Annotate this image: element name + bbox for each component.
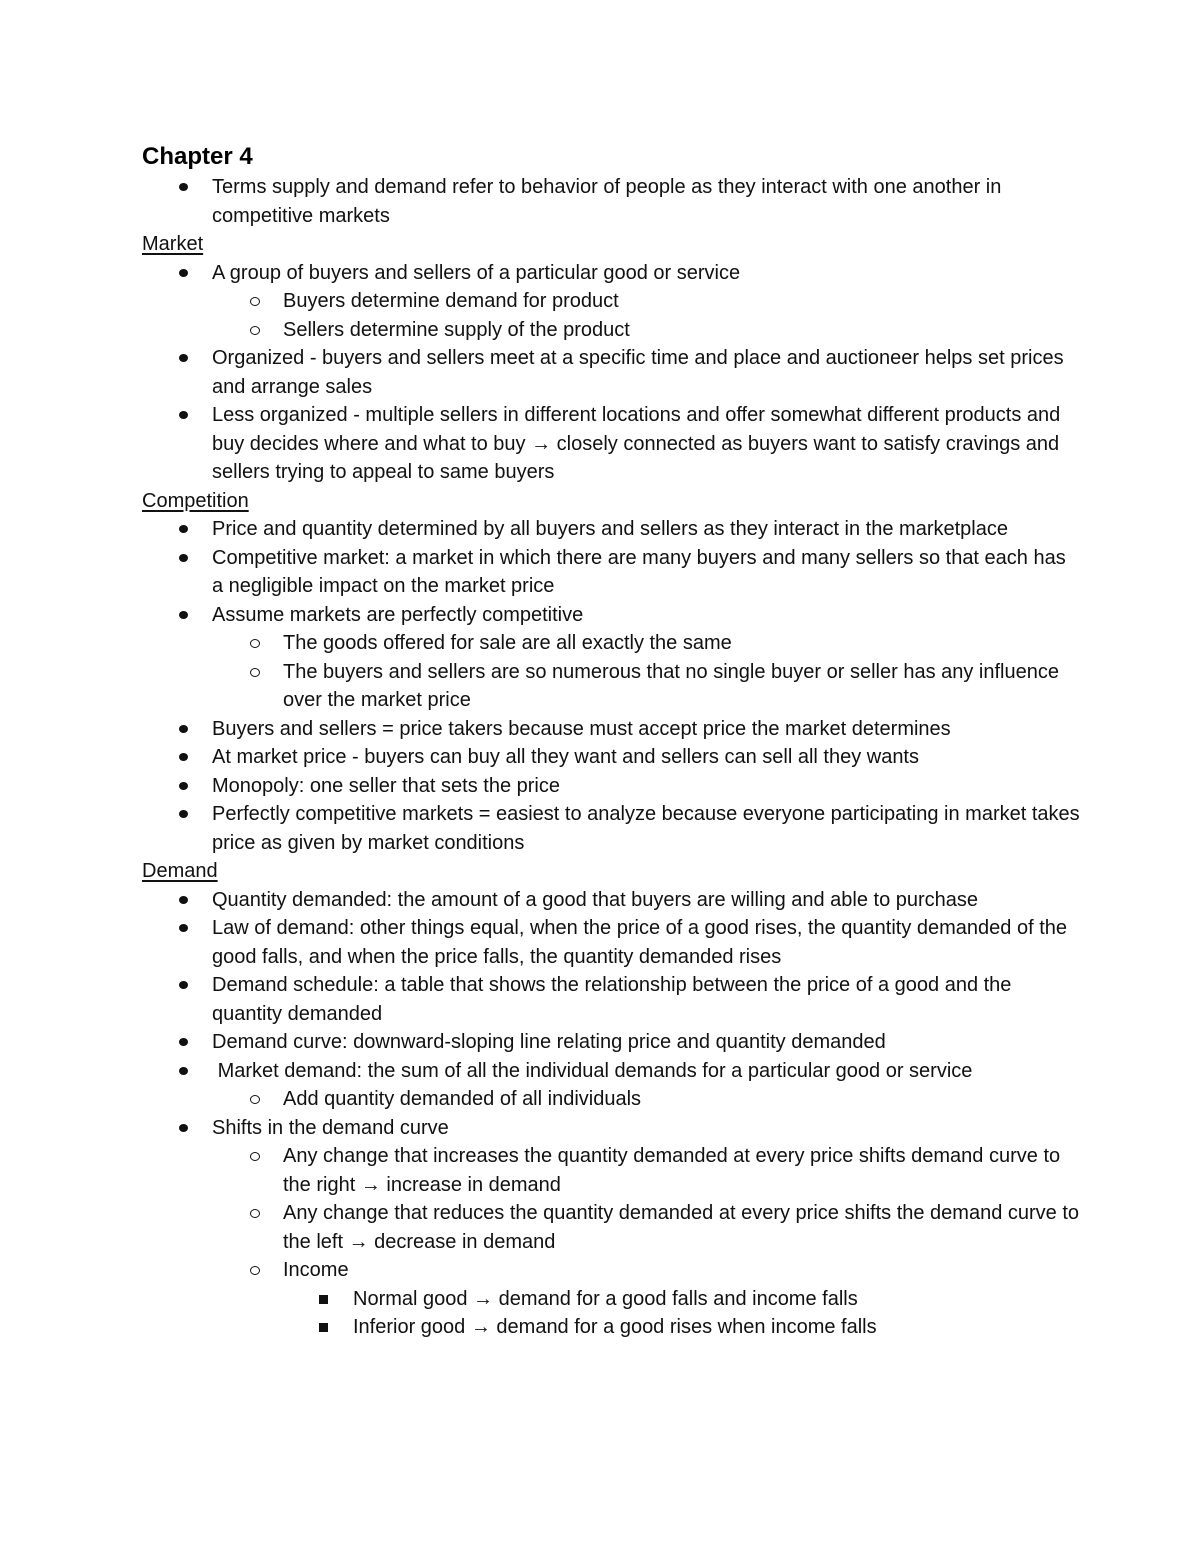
circle-bullet-icon bbox=[250, 1152, 260, 1161]
chapter-title: Chapter 4 bbox=[142, 143, 253, 170]
list-item-text: Any change that increases the quantity demanded at every price shifts demand curve to the right → increase in demand bbox=[283, 1145, 1061, 1196]
list-item-text: Buyers determine demand for product bbox=[283, 290, 619, 312]
bullet-icon bbox=[179, 896, 188, 904]
list-item-text: Inferior good → demand for a good rises when income falls bbox=[353, 1316, 877, 1338]
circle-bullet-icon bbox=[250, 639, 260, 648]
section-heading-demand: Demand bbox=[142, 860, 218, 882]
list-item bbox=[142, 629, 1082, 658]
list-item-text: Quantity demanded: the amount of a good that buyers are willing and able to purchase bbox=[212, 888, 979, 911]
list-item bbox=[142, 601, 1082, 630]
list-item-text: The goods offered for sale are all exactly the same bbox=[283, 632, 732, 654]
circle-bullet-icon bbox=[250, 1266, 260, 1275]
list-item bbox=[142, 1028, 1082, 1057]
list-item bbox=[142, 515, 1082, 544]
list-item-text: Assume markets are perfectly competitive bbox=[212, 603, 584, 626]
square-bullet-icon bbox=[319, 1295, 328, 1304]
list-item bbox=[142, 1114, 1082, 1143]
list-item bbox=[142, 344, 1082, 401]
circle-bullet-icon bbox=[250, 326, 260, 335]
section-heading-market: Market bbox=[142, 233, 204, 255]
list-item-text: Monopoly: one seller that sets the price bbox=[212, 774, 560, 797]
list-item-text: Terms supply and demand refer to behavior of people as they interact with one another in competitive markets bbox=[212, 176, 1002, 227]
list-item-text: Market demand: the sum of all the individual demands for a particular good or service bbox=[212, 1059, 973, 1082]
list-item-text: Demand curve: downward-sloping line relating price and quantity demanded bbox=[212, 1031, 886, 1053]
list-item bbox=[142, 1057, 1082, 1086]
square-bullet-icon bbox=[319, 1323, 328, 1332]
bullet-icon bbox=[179, 981, 188, 989]
list-item-text: Demand schedule: a table that shows the relationship between the price of a good and the quantity demanded bbox=[212, 974, 1012, 1025]
bullet-icon bbox=[179, 354, 188, 362]
list-item-text: Normal good → demand for a good falls and income falls bbox=[353, 1287, 858, 1310]
list-item-text: Any change that reduces the quantity demanded at every price shifts the demand curve to the left → decrease in demand bbox=[283, 1202, 1080, 1253]
list-item bbox=[142, 658, 1082, 715]
list-item-text: Organized - buyers and sellers meet at a specific time and place and auctioneer helps set prices and arrange sales bbox=[212, 347, 1064, 398]
list-item-text: Shifts in the demand curve bbox=[212, 1116, 449, 1139]
list-item-text: Price and quantity determined by all buyers and sellers as they interact in the marketplace bbox=[212, 518, 1008, 540]
list-item bbox=[142, 743, 1082, 772]
list-item-text: Sellers determine supply of the product bbox=[283, 318, 630, 341]
bullet-icon bbox=[179, 782, 188, 790]
section-heading-competition: Competition bbox=[142, 489, 249, 512]
demand-list bbox=[142, 886, 1082, 1342]
list-item bbox=[142, 1085, 1082, 1114]
list-item bbox=[142, 1199, 1082, 1256]
list-item-text: The buyers and sellers are so numerous that no single buyer or seller has any influence over the market price bbox=[283, 660, 1059, 711]
document-page bbox=[142, 141, 1082, 1342]
competition-list bbox=[142, 515, 1082, 857]
bullet-icon bbox=[179, 611, 188, 619]
list-item bbox=[142, 715, 1082, 744]
bullet-icon bbox=[179, 753, 188, 761]
bullet-icon bbox=[179, 269, 188, 277]
list-item bbox=[142, 544, 1082, 601]
list-item bbox=[142, 914, 1082, 971]
circle-bullet-icon bbox=[250, 668, 260, 677]
list-item bbox=[142, 1142, 1082, 1199]
list-item bbox=[142, 971, 1082, 1028]
list-item-text: Law of demand: other things equal, when the price of a good rises, the quantity demanded of the good falls, and when the price falls, the quantity demanded rises bbox=[212, 917, 1068, 968]
circle-bullet-icon bbox=[250, 297, 260, 306]
list-item-text: Competitive market: a market in which there are many buyers and many sellers so that each has a negligible impact on the market price bbox=[212, 546, 1066, 597]
list-item bbox=[142, 401, 1082, 487]
bullet-icon bbox=[179, 924, 188, 932]
list-item-text: Perfectly competitive markets = easiest to analyze because everyone participating in market takes price as given by market conditions bbox=[212, 803, 1080, 854]
bullet-icon bbox=[179, 725, 188, 733]
market-list bbox=[142, 259, 1082, 487]
bullet-icon bbox=[179, 183, 188, 191]
list-item bbox=[142, 1313, 1082, 1342]
intro-list bbox=[142, 173, 1082, 230]
list-item bbox=[142, 287, 1082, 316]
list-item-text: Less organized - multiple sellers in different locations and offer somewhat different products and buy decides where and what to buy → closely connected as buyers want to satisfy cravings and sellers trying to appeal to same buyers bbox=[212, 404, 1061, 483]
list-item bbox=[142, 1256, 1082, 1285]
bullet-icon bbox=[179, 1067, 188, 1075]
list-item bbox=[142, 316, 1082, 345]
list-item-text: Income bbox=[283, 1259, 349, 1281]
bullet-icon bbox=[179, 411, 188, 419]
list-item bbox=[142, 1285, 1082, 1314]
bullet-icon bbox=[179, 810, 188, 818]
list-item bbox=[142, 886, 1082, 915]
list-item-text: Buyers and sellers = price takers because must accept price the market determines bbox=[212, 717, 951, 740]
list-item-text: A group of buyers and sellers of a particular good or service bbox=[212, 261, 741, 284]
list-item bbox=[142, 173, 1082, 230]
list-item bbox=[142, 800, 1082, 857]
list-item-text: Add quantity demanded of all individuals bbox=[283, 1088, 642, 1110]
bullet-icon bbox=[179, 1038, 188, 1046]
bullet-icon bbox=[179, 554, 188, 562]
list-item bbox=[142, 259, 1082, 288]
circle-bullet-icon bbox=[250, 1095, 260, 1104]
bullet-icon bbox=[179, 1124, 188, 1132]
circle-bullet-icon bbox=[250, 1209, 260, 1218]
bullet-icon bbox=[179, 525, 188, 533]
list-item bbox=[142, 772, 1082, 801]
list-item-text: At market price - buyers can buy all they want and sellers can sell all they wants bbox=[212, 746, 919, 768]
